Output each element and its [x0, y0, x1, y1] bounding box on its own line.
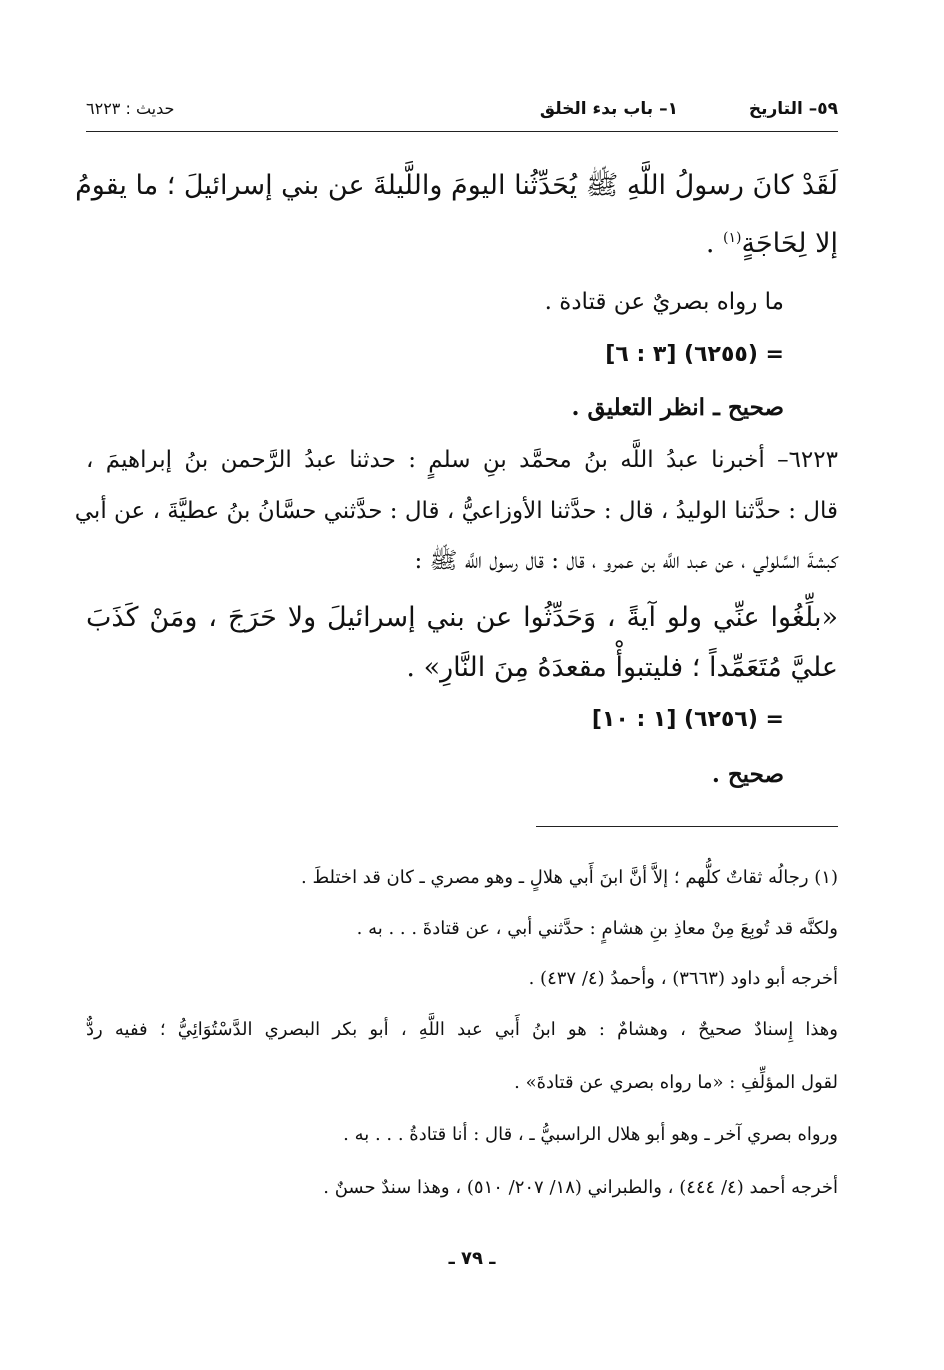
hadith-text-line-2: عليَّ مُتَعَمِّداً ؛ فليتبوأْ مقعدَهُ مِنَ النَّارِ» .	[406, 652, 838, 683]
author-note: ما رواه بصريٌ عن قتادة .	[544, 289, 784, 315]
prev-grade: صحيح ـ انظر التعليق .	[571, 394, 784, 421]
hadith-grade: صحيح .	[711, 761, 784, 788]
page-number: ـ ٧٩ ـ	[448, 1248, 496, 1269]
hadith-text-line-1: «بلِّغُوا عنِّي ولو آيةً ، وَحَدِّثُوا عن بني إسرائيلَ ولا حَرَجَ ، ومَنْ كَذَبَ	[86, 602, 838, 633]
footnote-line-2: ولكنَّه قد تُوبِعَ مِنْ معاذِ بنِ هشامٍ : حدَّثني أبي ، عن قتادةَ . . . به .	[356, 918, 838, 939]
prev-cross-reference: = (٦٢٥٥) [٣ : ٦]	[605, 342, 784, 367]
footnote-line-5: لقول المؤلِّفِ : «ما رواه بصري عن قتادةَ» .	[514, 1072, 838, 1093]
cross-reference: = (٦٢٥٦) [١ : ١٠]	[591, 707, 784, 732]
footnote-line-7: أخرجه أحمد (٤/ ٤٤٤) ، والطبراني (١٨/ ٢٠٧/ ٥١٠) ، وهذا سندٌ حسنٌ .	[323, 1177, 838, 1198]
footnote-divider	[536, 826, 838, 827]
footnote-marker: (١)	[723, 230, 742, 246]
header-hadith-ref: حديث : ٦٢٢٣	[86, 99, 175, 118]
footnote-line-4: وهذا إِسنادٌ صحيحٌ ، وهشامٌ : هو ابنُ أَبي عبد اللَّهِ ، أبو بكر البصري الدَّسْتُوَائِيُّ ؛ ففيه ردٌّ	[86, 1019, 838, 1040]
footnote-line-6: ورواه بصري آخر ـ وهو أبو هلال الراسبيُّ ـ ، قال : أنا قتادةُ . . . به .	[343, 1124, 838, 1145]
footnote-line-1: (١) رجالُه ثقاتٌ كلُّهم ؛ إلاَّ أنَّ ابنَ أَبي هلالٍ ـ وهو مصري ـ كان قد اختلطَ .	[301, 867, 838, 888]
isnad-line-3: كبشةَ السَّلولي ، عن عبد اللَّه بن عمرو ، قال : قال رسول اللَّه ﷺ :	[414, 548, 838, 574]
isnad-line-1: ٦٢٢٣– أخبرنا عبدُ اللَّه بنُ محمَّد بنِ سلمٍ : حدثنا عبدُ الرَّحمن بنُ إبراهيمَ ،	[86, 447, 838, 473]
header-chapter: ٥٩– التاريخ	[748, 99, 838, 119]
prev-hadith-line-1: لَقَدْ كانَ رسولُ اللَّهِ ﷺ يُحَدِّثُنا اليومَ واللَّيلةَ عن بني إسرائيلَ ؛ ما يقومُ	[75, 170, 838, 201]
prev-hadith-line-2	[706, 226, 838, 261]
footnote-line-3: أخرجه أبو داود (٣٦٦٣) ، وأحمدُ (٤/ ٤٣٧) .	[528, 968, 838, 989]
header-section: ١– باب بدء الخلق	[539, 99, 678, 119]
prev-hadith-line-2-text: إلا لِحَاجَةٍ	[741, 228, 838, 259]
running-header	[86, 97, 838, 132]
prev-hadith-line-2-end: .	[705, 228, 723, 259]
isnad-line-2: قال : حدَّثنا الوليدُ ، قال : حدَّثنا الأوزاعيُّ ، قال : حدَّثني حسَّانُ بنُ عطيَّةَ ، عن أبي	[74, 498, 838, 524]
